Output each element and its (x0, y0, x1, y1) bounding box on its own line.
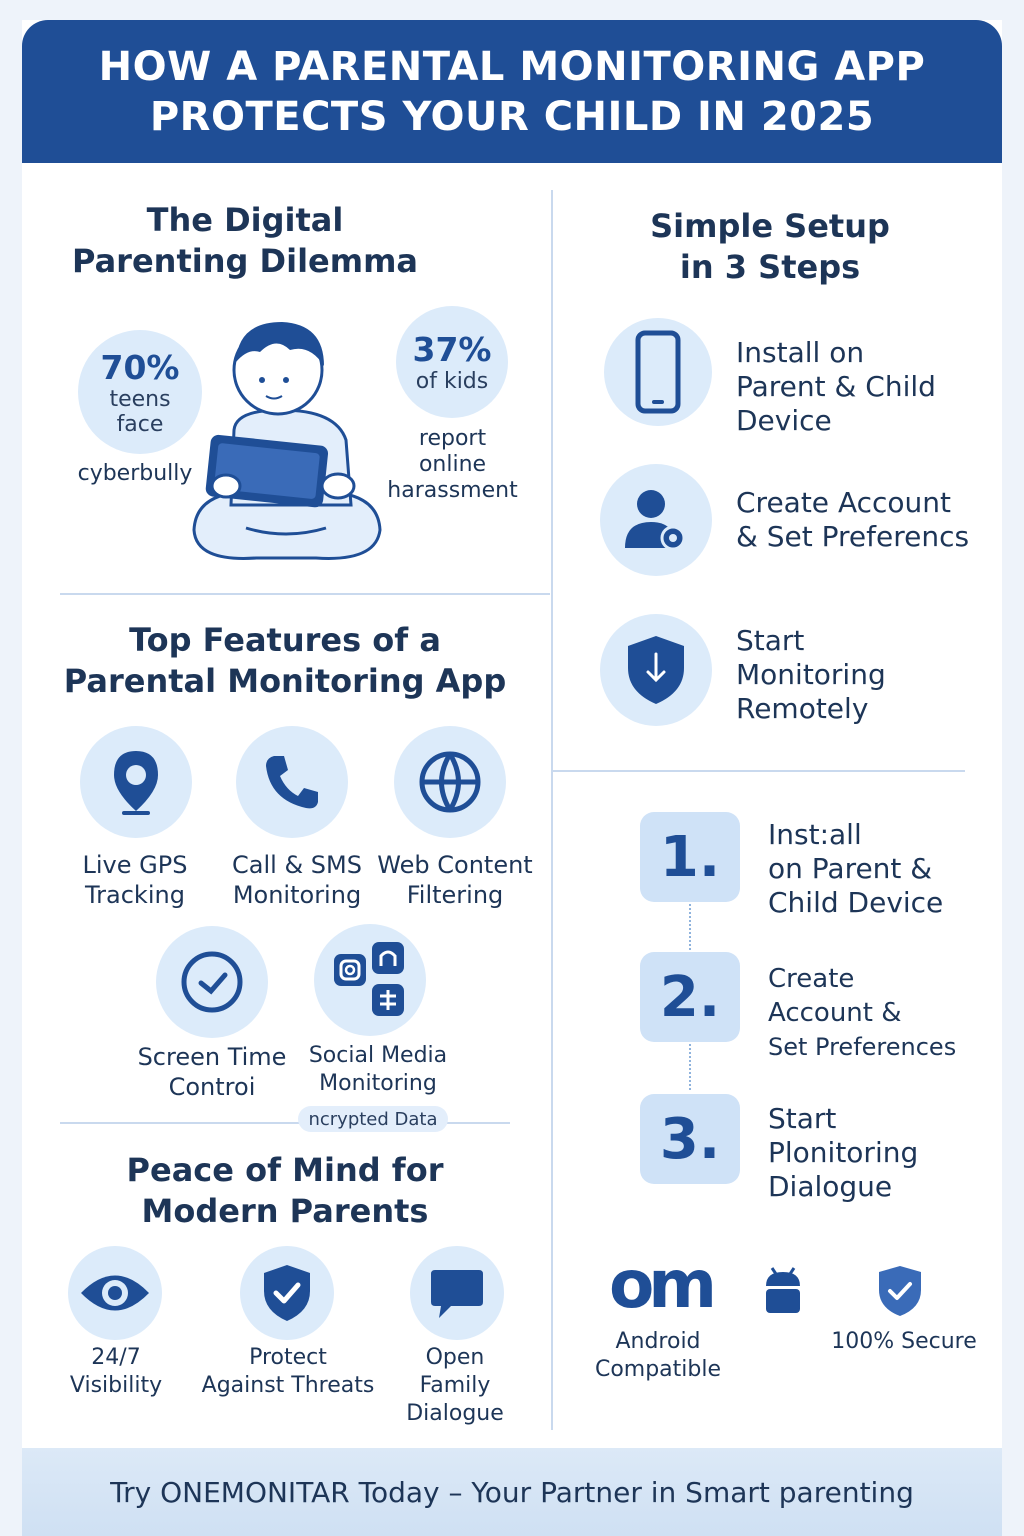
features-title (60, 620, 510, 702)
peace-visibility-line1: 24/7 (91, 1345, 141, 1370)
setup-step3-line1: Start (736, 624, 805, 657)
peace-visibility-circle (68, 1246, 162, 1340)
setup-step3-text (736, 624, 976, 726)
setup-step3-line3: Remotely (736, 692, 869, 725)
stat-37-caption-2: online (418, 452, 487, 477)
footer-banner (22, 1448, 1002, 1536)
header-title-line2: PROTECTS YOUR CHILD IN 2025 (149, 93, 875, 140)
feature-web-line2: Filtering (406, 881, 504, 909)
numbered-step3-text (768, 1102, 988, 1204)
numbered-step3-line1: Start (768, 1102, 837, 1135)
peace-visibility-label (46, 1344, 186, 1400)
setup-step1-line1: Install on (736, 336, 865, 369)
smartphone-icon (635, 330, 681, 414)
child-with-tablet-icon (186, 300, 386, 580)
shield-arrow-icon (624, 634, 688, 706)
peace-protect-line1: Protect (249, 1345, 327, 1370)
setup-step2-text (736, 486, 986, 554)
stat-37-line1: of kids (415, 369, 489, 394)
peace-title-line1: Peace of Mind for (126, 1151, 444, 1189)
dilemma-title (60, 200, 430, 282)
feature-web-label (374, 850, 536, 910)
feature-gps-line1: Live GPS (82, 851, 188, 879)
setup-step1-circle (604, 318, 712, 426)
peace-dialogue-line1: Open (425, 1345, 485, 1370)
column-divider (551, 190, 553, 1430)
numbered-step2-line3: Set Preferences (768, 1033, 957, 1061)
android-line2: Compatible (594, 1357, 722, 1382)
setup-title-line1: Simple Setup (650, 207, 890, 245)
chat-bubble-icon (429, 1266, 485, 1320)
numbered-step3-badge: 3. (640, 1094, 740, 1184)
setup-title (580, 206, 960, 288)
secure-label (826, 1328, 982, 1356)
stat-37-caption-3: harassment (387, 478, 518, 503)
features-title-line2: Parental Monitoring App (63, 662, 507, 700)
encrypted-data-tag: ncrypted Data (298, 1106, 448, 1132)
setup-step1-text (736, 336, 976, 438)
feature-gps-line2: Tracking (85, 881, 185, 909)
numbered-step3-line3: Dialogue (768, 1170, 893, 1203)
stat-37-number: 37% (412, 330, 492, 369)
peace-dialogue-circle (410, 1246, 504, 1340)
peace-title (60, 1150, 510, 1232)
setup-step3-circle (600, 614, 712, 726)
setup-title-line2: in 3 Steps (679, 248, 861, 286)
divider-right-1 (553, 770, 965, 772)
footer-cta-text[interactable]: Try ONEMONITAR Today – Your Partner in Smart parenting (110, 1475, 914, 1509)
eye-icon (77, 1268, 153, 1318)
feature-social-line2: Monitoring (319, 1071, 437, 1096)
step-connector-1 (689, 904, 691, 950)
feature-screentime-line2: Controi (168, 1073, 256, 1101)
numbered-step2-line1: Create (768, 964, 855, 994)
setup-step2-circle (600, 464, 712, 576)
android-line1: Android (615, 1329, 701, 1354)
peace-protect-label (196, 1344, 380, 1400)
shield-check-icon (260, 1263, 314, 1323)
feature-call-line1: Call & SMS (232, 851, 362, 879)
onemonitar-logo: om (608, 1246, 712, 1323)
numbered-step1-line1: Inst:all (768, 818, 862, 851)
peace-protect-line2: Against Threats (201, 1373, 375, 1398)
peace-visibility-line2: Visibility (69, 1373, 163, 1398)
stat-70-line1: teens (109, 386, 171, 412)
stat-37-circle (396, 306, 508, 418)
feature-screentime-circle (156, 926, 268, 1038)
secure-shield-icon (876, 1264, 924, 1318)
stat-70-caption-text: cyberbully (77, 461, 193, 486)
feature-screentime-line1: Screen Time (137, 1043, 287, 1071)
numbered-step2-line2: Account & (768, 998, 902, 1028)
android-icon (760, 1266, 806, 1316)
feature-web-line1: Web Content (377, 851, 533, 879)
phone-icon (260, 750, 324, 814)
clock-icon (179, 949, 245, 1015)
feature-call-label (222, 850, 372, 910)
globe-icon (417, 749, 483, 815)
numbered-step2-text (768, 962, 998, 1064)
features-title-line1: Top Features of a (129, 621, 441, 659)
peace-protect-circle (240, 1246, 334, 1340)
setup-step3-line2: Monitoring (736, 658, 886, 691)
numbered-step3-line2: Plonitoring (768, 1136, 919, 1169)
dilemma-title-line1: The Digital (146, 201, 344, 239)
location-pin-icon (106, 747, 166, 817)
social-apps-icon (330, 940, 410, 1020)
setup-step1-line2: Parent & Child (736, 370, 936, 403)
numbered-step1-line3: Child Device (768, 886, 944, 919)
numbered-step2-badge: 2. (640, 952, 740, 1042)
feature-social-label (298, 1042, 458, 1098)
dilemma-title-line2: Parenting Dilemma (71, 242, 419, 280)
peace-title-line2: Modern Parents (141, 1192, 429, 1230)
numbered-step1-text (768, 818, 988, 920)
peace-dialogue-line2: Family (419, 1373, 491, 1398)
user-gear-icon (621, 488, 691, 552)
feature-screentime-label (132, 1042, 292, 1102)
stat-70-circle (78, 330, 202, 454)
feature-gps-circle (80, 726, 192, 838)
feature-web-circle (394, 726, 506, 838)
secure-text: 100% Secure (831, 1329, 977, 1354)
feature-social-circle (314, 924, 426, 1036)
feature-call-circle (236, 726, 348, 838)
header-banner (22, 20, 1002, 163)
peace-dialogue-label (388, 1344, 522, 1428)
stat-70-line2: face (116, 411, 164, 437)
numbered-step1-badge: 1. (640, 812, 740, 902)
feature-social-line1: Social Media (308, 1043, 448, 1068)
header-title-line1: HOW A PARENTAL MONITORING APP (98, 43, 926, 90)
setup-step2-line2: & Set Preferencs (736, 520, 970, 553)
feature-call-line2: Monitoring (232, 881, 362, 909)
step-connector-2 (689, 1044, 691, 1090)
stat-70-number: 70% (100, 347, 180, 387)
android-compatible-label (580, 1328, 736, 1384)
numbered-step1-line2: on Parent & (768, 852, 933, 885)
setup-step2-line1: Create Account (736, 486, 951, 519)
feature-gps-label (60, 850, 210, 910)
divider-left-1 (60, 593, 550, 595)
setup-step1-line3: Device (736, 404, 832, 437)
peace-dialogue-line3: Dialogue (406, 1401, 504, 1426)
stat-37-caption (380, 426, 525, 504)
stat-37-caption-1: report (418, 426, 487, 451)
